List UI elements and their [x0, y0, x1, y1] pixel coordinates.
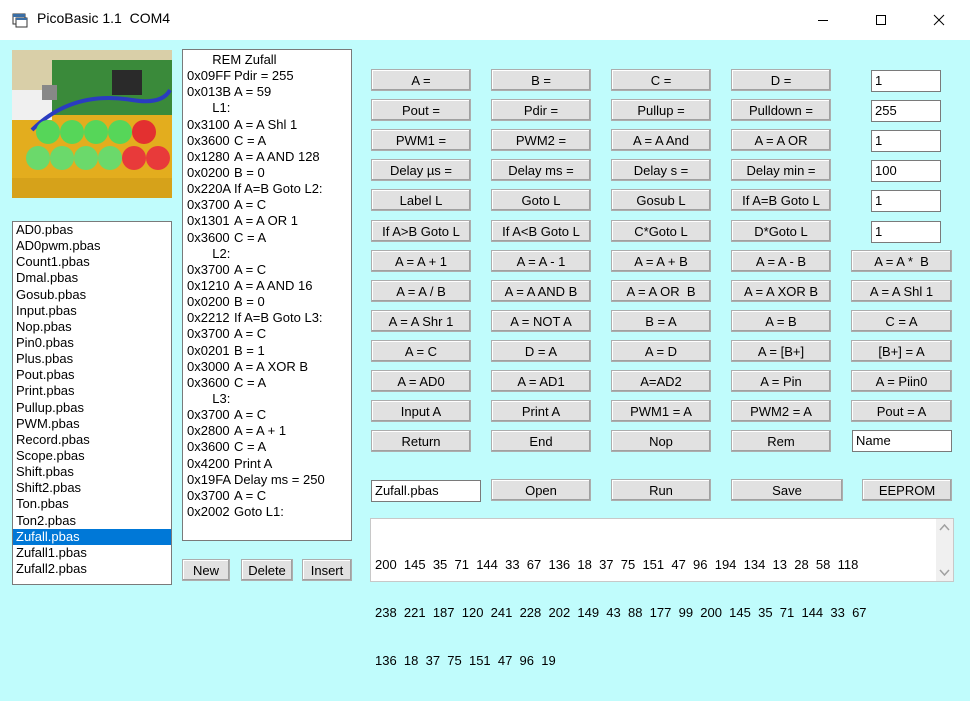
file-list-item[interactable]: Scope.pbas [16, 447, 85, 463]
hex-line: 238 221 187 120 241 228 202 149 43 88 177 99 200 145 35 71 144 33 67 [375, 605, 867, 620]
command-button[interactable]: Pullup = [611, 99, 711, 121]
program-line-code: A = A Shl 1 [234, 116, 298, 132]
delete-button[interactable]: Delete [241, 559, 293, 581]
program-line[interactable] [183, 68, 351, 84]
command-button[interactable]: A = [371, 69, 471, 91]
program-line[interactable] [183, 407, 351, 423]
minimize-button[interactable] [794, 0, 852, 40]
program-line-code: L1: [187, 100, 231, 116]
close-icon [933, 14, 945, 26]
file-list-item[interactable]: Pullup.pbas [16, 399, 84, 415]
open-button[interactable]: Open [491, 479, 591, 501]
program-line-code: C = A [234, 229, 267, 245]
command-button[interactable]: A = C [371, 340, 471, 362]
command-button[interactable]: PWM1 = [371, 129, 471, 151]
program-line[interactable] [183, 326, 351, 342]
program-line-code: A = A + 1 [234, 423, 287, 439]
command-button[interactable]: Pout = [371, 99, 471, 121]
program-line-code: Pdir = 255 [234, 68, 294, 84]
program-line-address: 0x09FF [187, 68, 232, 84]
command-button[interactable]: Pout = A [851, 400, 952, 422]
run-button[interactable]: Run [611, 479, 711, 501]
program-line-code: Print A [234, 455, 273, 471]
command-button[interactable]: If A<B Goto L [491, 220, 591, 242]
command-button[interactable]: Rem [731, 430, 831, 452]
program-line[interactable] [183, 294, 351, 310]
program-line-address: 0x3700 [187, 197, 230, 213]
parameter-input[interactable]: 100 [871, 160, 941, 182]
scroll-down-icon[interactable] [936, 564, 953, 581]
program-line[interactable] [183, 310, 351, 326]
program-line-address: 0x4200 [187, 455, 230, 471]
command-button[interactable]: A = A OR [731, 129, 831, 151]
program-line-address: 0x3600 [187, 439, 230, 455]
command-button[interactable]: C = A [851, 310, 952, 332]
program-line[interactable] [183, 197, 351, 213]
command-button[interactable]: PWM2 = A [731, 400, 831, 422]
command-button[interactable]: C = [611, 69, 711, 91]
command-button[interactable]: A = AD1 [491, 370, 591, 392]
program-line-address: 0x3600 [187, 132, 230, 148]
program-line[interactable] [183, 439, 351, 455]
command-button[interactable]: End [491, 430, 591, 452]
program-line-code: A = C [234, 326, 267, 342]
board-photo [12, 50, 172, 198]
program-line-code: C = A [234, 439, 267, 455]
file-list-item[interactable]: Record.pbas [16, 431, 90, 447]
command-button[interactable]: D = A [491, 340, 591, 362]
command-button[interactable]: Pulldown = [731, 99, 831, 121]
board-photo-drawing [12, 50, 172, 198]
command-button[interactable]: Return [371, 430, 471, 452]
command-button[interactable]: A = A * B [851, 250, 952, 272]
program-line[interactable] [183, 165, 351, 181]
program-line-address: 0x0200 [187, 164, 230, 180]
program-line-code: A = A XOR B [234, 358, 309, 374]
parameter-input[interactable]: 1 [871, 70, 941, 92]
close-button[interactable] [910, 0, 968, 40]
command-button[interactable]: Gosub L [611, 189, 711, 211]
command-button[interactable]: D = [731, 69, 831, 91]
program-line-code: If A=B Goto L2: [234, 181, 323, 197]
hex-output-text [375, 525, 931, 701]
program-line-code: Delay ms = 250 [234, 471, 325, 487]
command-button[interactable]: A = NOT A [491, 310, 591, 332]
program-line-code: B = 0 [234, 294, 265, 310]
file-list-item[interactable]: Plus.pbas [16, 351, 74, 367]
program-line[interactable] [183, 375, 351, 391]
file-list-item[interactable]: AD0.pbas [16, 222, 74, 237]
save-button[interactable]: Save [731, 479, 843, 501]
command-button[interactable]: A = A / B [371, 280, 471, 302]
program-line-address: 0x3600 [187, 374, 230, 390]
file-list-item[interactable]: Input.pbas [16, 302, 77, 318]
command-button[interactable]: A = A And [611, 129, 711, 151]
program-line-address: 0x1301 [187, 213, 230, 229]
command-button[interactable]: A = A + 1 [371, 250, 471, 272]
program-line-address: 0x220A [187, 181, 232, 197]
new-button[interactable]: New [182, 559, 230, 581]
command-button[interactable]: A=AD2 [611, 370, 711, 392]
program-line-address: 0x2212 [187, 310, 230, 326]
file-list[interactable] [12, 221, 172, 585]
file-list-item[interactable]: Pin0.pbas [16, 334, 74, 350]
parameter-input[interactable]: 255 [871, 100, 941, 122]
file-list-item[interactable]: Ton2.pbas [16, 512, 76, 528]
file-list-item[interactable]: PWM.pbas [16, 415, 80, 431]
command-button[interactable]: Delay min = [731, 159, 831, 181]
app-window-icon [12, 12, 28, 28]
filename-field[interactable]: Zufall.pbas [371, 480, 481, 502]
program-line-address: 0x0201 [187, 342, 230, 358]
program-line[interactable] [183, 181, 351, 197]
program-line-code: A = C [234, 407, 267, 423]
command-button[interactable]: Print A [491, 400, 591, 422]
program-line-code: A = C [234, 261, 267, 277]
program-line[interactable] [183, 213, 351, 229]
maximize-icon [875, 14, 887, 26]
program-line[interactable] [183, 262, 351, 278]
program-line-code: L3: [187, 390, 231, 406]
command-button[interactable]: Nop [611, 430, 711, 452]
file-list-item[interactable]: Nop.pbas [16, 318, 72, 334]
program-line[interactable] [183, 84, 351, 100]
command-button[interactable]: [B+] = A [851, 340, 952, 362]
program-line[interactable] [183, 391, 351, 407]
program-line-code: A = A OR 1 [234, 213, 298, 229]
program-line-code: A = C [234, 197, 267, 213]
program-line-code: Goto L1: [234, 503, 284, 519]
vertical-scrollbar[interactable] [936, 519, 953, 581]
program-line[interactable] [183, 456, 351, 472]
file-list-item[interactable]: Count1.pbas [16, 254, 90, 270]
program-line-address: 0x3600 [187, 229, 230, 245]
file-list-item[interactable]: Print.pbas [16, 383, 75, 399]
scroll-up-icon[interactable] [936, 519, 953, 536]
program-line-address: 0x3700 [187, 407, 230, 423]
program-line[interactable] [183, 504, 351, 520]
command-button[interactable]: A = Piin0 [851, 370, 952, 392]
command-button[interactable]: A = AD0 [371, 370, 471, 392]
command-button[interactable]: A = A AND B [491, 280, 591, 302]
command-button[interactable]: A = A XOR B [731, 280, 831, 302]
command-button[interactable]: If A=B Goto L [731, 189, 831, 211]
command-button[interactable]: PWM2 = [491, 129, 591, 151]
program-line-address: 0x1280 [187, 148, 230, 164]
program-listing[interactable] [182, 49, 352, 541]
program-line-address: 0x3700 [187, 261, 230, 277]
file-list-item[interactable]: Zufall1.pbas [16, 544, 87, 560]
program-line-code: A = 59 [234, 84, 272, 100]
command-button[interactable]: Delay s = [611, 159, 711, 181]
command-button[interactable]: C*Goto L [611, 220, 711, 242]
program-line-code: A = C [234, 487, 267, 503]
program-line-code: B = 0 [234, 164, 265, 180]
command-button[interactable]: A = A Shl 1 [851, 280, 952, 302]
command-button[interactable]: Input A [371, 400, 471, 422]
parameter-input[interactable]: 1 [871, 130, 941, 152]
title-bar [0, 0, 970, 40]
program-line-code: If A=B Goto L3: [234, 310, 323, 326]
program-line-address: 0x3700 [187, 487, 230, 503]
program-line-code: REM Zufall [187, 52, 277, 67]
command-button[interactable]: Label L [371, 189, 471, 211]
hex-line: 200 145 35 71 144 33 67 136 18 37 75 151 47 96 194 134 13 28 58 118 [375, 557, 859, 572]
command-button[interactable]: A = Pin [731, 370, 831, 392]
name-field[interactable]: Name [852, 430, 952, 452]
program-line[interactable] [183, 100, 351, 116]
program-line[interactable] [183, 472, 351, 488]
program-line[interactable] [183, 343, 351, 359]
program-line-code: A = A AND 16 [234, 277, 313, 293]
maximize-button[interactable] [852, 0, 910, 40]
hex-line: 136 18 37 75 151 47 96 19 [375, 653, 556, 668]
program-line-code: B = 1 [234, 342, 265, 358]
command-button[interactable]: Pdir = [491, 99, 591, 121]
program-line[interactable] [183, 278, 351, 294]
program-line-address: 0x3700 [187, 326, 230, 342]
program-line[interactable] [183, 133, 351, 149]
command-button[interactable]: A = A Shr 1 [371, 310, 471, 332]
program-line[interactable] [183, 423, 351, 439]
program-line-address: 0x3000 [187, 358, 230, 374]
command-button[interactable]: A = [B+] [731, 340, 831, 362]
insert-button[interactable]: Insert [302, 559, 352, 581]
command-button[interactable]: A = A OR B [611, 280, 711, 302]
command-button[interactable]: B = [491, 69, 591, 91]
command-button[interactable]: A = A - 1 [491, 250, 591, 272]
program-line-code: C = A [234, 132, 267, 148]
program-line-address: 0x0200 [187, 294, 230, 310]
command-button[interactable]: D*Goto L [731, 220, 831, 242]
program-line[interactable] [183, 230, 351, 246]
program-line[interactable] [183, 52, 351, 68]
command-button[interactable]: A = A - B [731, 250, 831, 272]
minimize-icon [817, 14, 829, 26]
command-button[interactable]: Delay ms = [491, 159, 591, 181]
command-button[interactable]: If A>B Goto L [371, 220, 471, 242]
program-line[interactable] [183, 359, 351, 375]
command-button[interactable]: A = B [731, 310, 831, 332]
eeprom-button[interactable]: EEPROM [862, 479, 952, 501]
command-button[interactable]: A = A + B [611, 250, 711, 272]
program-line-address: 0x1210 [187, 277, 230, 293]
file-list-item[interactable]: Gosub.pbas [16, 286, 87, 302]
file-list-item[interactable]: Pout.pbas [16, 367, 75, 383]
file-list-item[interactable]: AD0pwm.pbas [16, 238, 101, 254]
command-button[interactable]: B = A [611, 310, 711, 332]
program-line-address: 0x013B [187, 84, 232, 100]
program-line[interactable] [183, 117, 351, 133]
program-line-address: 0x3100 [187, 116, 230, 132]
program-line-code: L2: [187, 245, 231, 261]
file-list-item[interactable]: Dmal.pbas [16, 270, 79, 286]
command-button[interactable]: A = D [611, 340, 711, 362]
command-button[interactable]: Delay µs = [371, 159, 471, 181]
command-button[interactable]: Goto L [491, 189, 591, 211]
parameter-input[interactable]: 1 [871, 190, 941, 212]
program-line-address: 0x2800 [187, 423, 230, 439]
program-line-address: 0x2002 [187, 503, 230, 519]
hex-output[interactable] [370, 518, 954, 668]
program-line-code: C = A [234, 374, 267, 390]
command-button[interactable]: PWM1 = A [611, 400, 711, 422]
file-list-item[interactable]: Shift.pbas [16, 464, 74, 480]
program-line[interactable] [183, 488, 351, 504]
window-title: PicoBasic 1.1 COM4 [37, 10, 171, 26]
program-line[interactable] [183, 246, 351, 262]
parameter-input[interactable]: 1 [871, 221, 941, 243]
file-list-item[interactable]: Ton.pbas [16, 496, 69, 512]
program-line-code: A = A AND 128 [234, 148, 320, 164]
file-list-item[interactable]: Zufall2.pbas [16, 560, 87, 576]
program-line[interactable] [183, 149, 351, 165]
program-line-address: 0x19FA [187, 471, 232, 487]
file-list-item[interactable]: Shift2.pbas [16, 480, 82, 496]
file-list-item[interactable]: Zufall.pbas [13, 529, 171, 545]
